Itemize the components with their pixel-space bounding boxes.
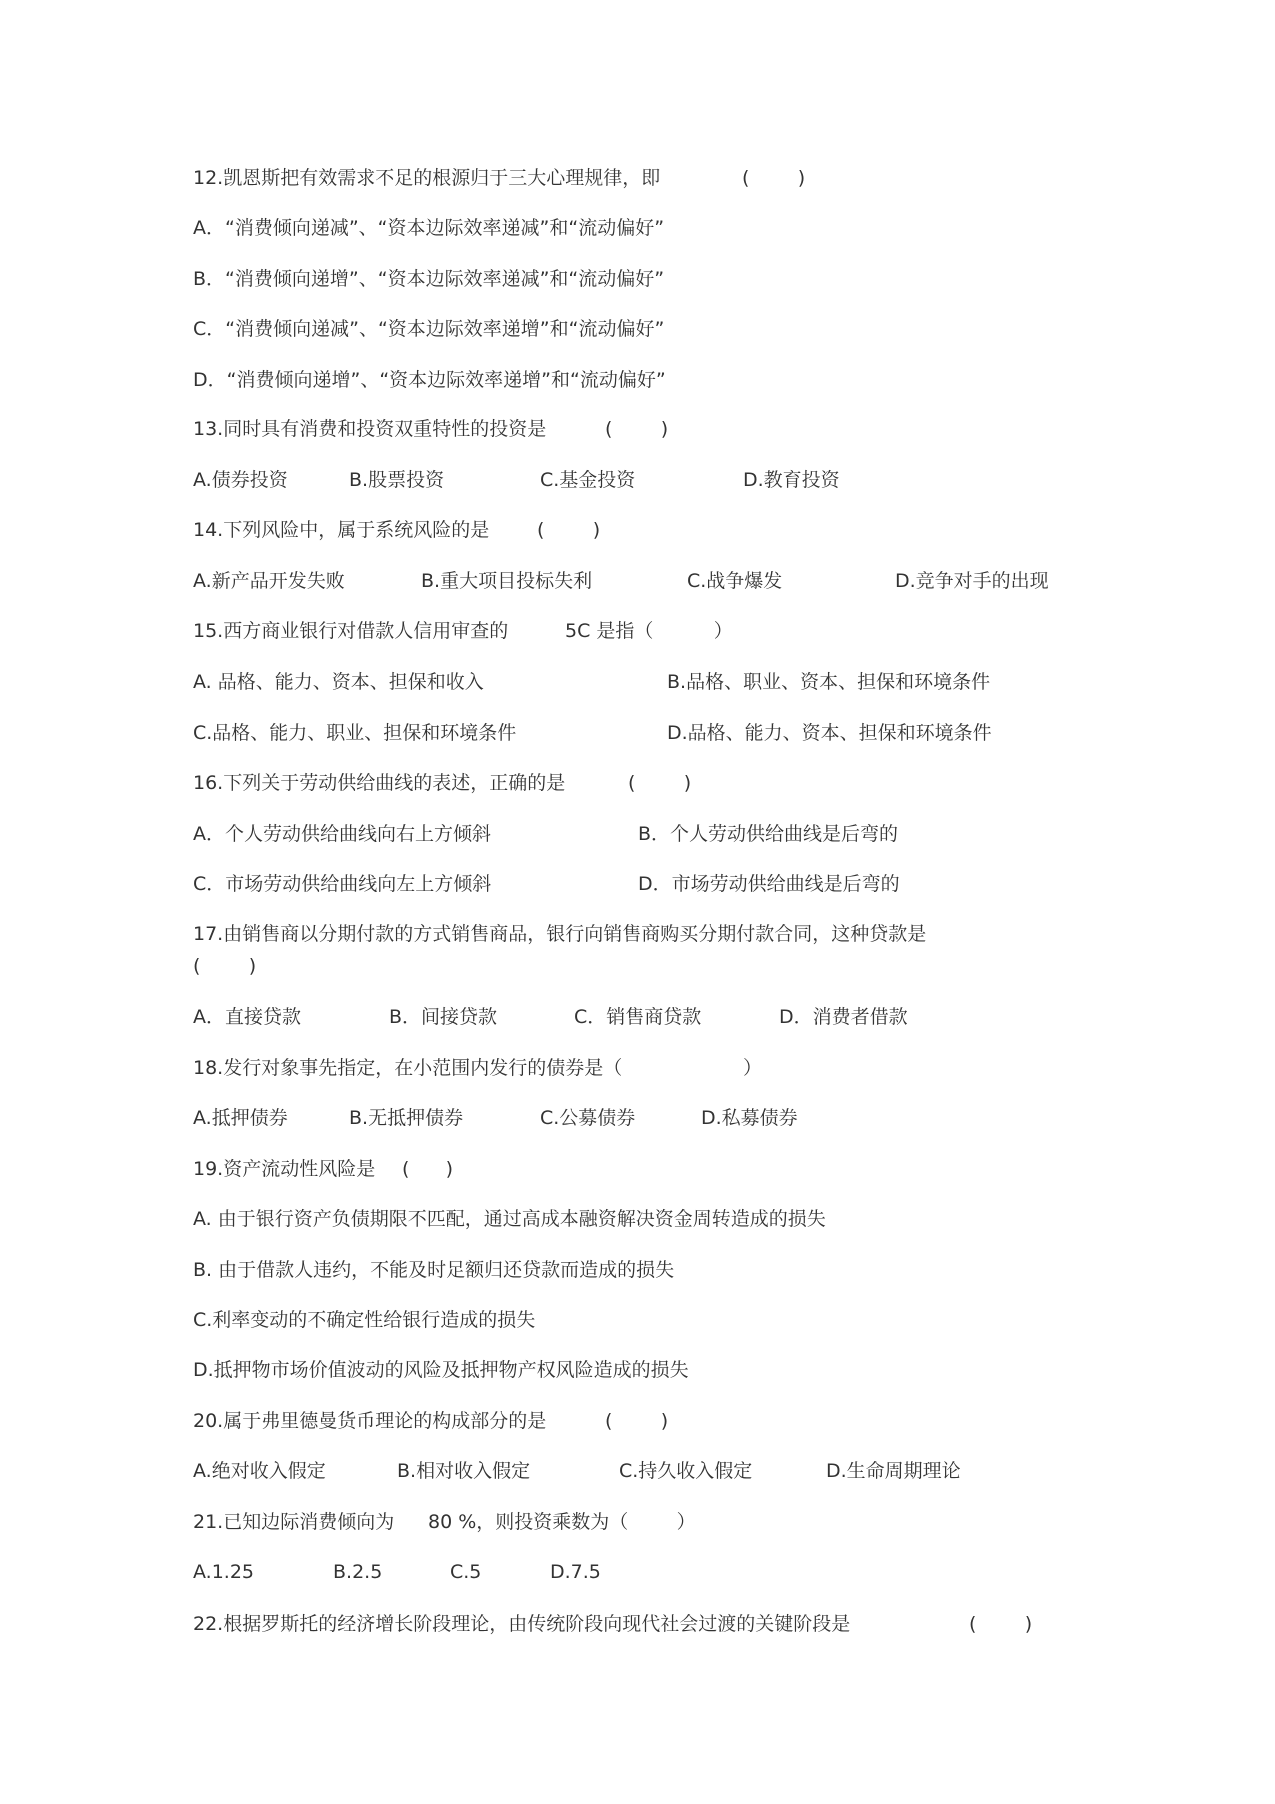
question-12-answer-blank: ( ) — [742, 167, 806, 189]
question-16-option-a: A．个人劳动供给曲线向右上方倾斜 — [193, 823, 491, 845]
question-18-option-d: D.私募债券 — [701, 1107, 798, 1129]
question-20-stem: 20.属于弗里德曼货币理论的构成部分的是 — [193, 1410, 547, 1432]
question-19-option-b: B. 由于借款人违约，不能及时足额归还贷款而造成的损失 — [193, 1259, 675, 1281]
question-19-stem: 19.资产流动性风险是 — [193, 1158, 376, 1180]
question-20-option-c: C.持久收入假定 — [619, 1460, 753, 1482]
question-14-option-c: C.战争爆发 — [687, 570, 783, 592]
question-15-option-d: D.品格、能力、资本、担保和环境条件 — [667, 722, 992, 744]
question-16-option-c: C．市场劳动供给曲线向左上方倾斜 — [193, 873, 492, 895]
question-13-stem: 13.同时具有消费和投资双重特性的投资是 — [193, 418, 547, 440]
question-14-option-b: B.重大项目投标失利 — [421, 570, 593, 592]
question-13-option-a: A.债券投资 — [193, 469, 288, 491]
question-17-answer-blank: ( ) — [193, 955, 257, 977]
question-14-answer-blank: ( ) — [537, 519, 601, 541]
question-12-option-a: A．“消费倾向递减”、“资本边际效率递减”和“流动偏好” — [193, 217, 665, 239]
question-14-stem: 14.下列风险中，属于系统风险的是 — [193, 519, 490, 541]
question-16-stem: 16.下列关于劳动供给曲线的表述，正确的是 — [193, 772, 566, 794]
question-19-option-d: D.抵押物市场价值波动的风险及抵押物产权风险造成的损失 — [193, 1359, 689, 1381]
question-16-option-d: D．市场劳动供给曲线是后弯的 — [638, 873, 900, 895]
question-17-option-c: C．销售商贷款 — [574, 1006, 702, 1028]
question-21-option-c: C.5 — [450, 1561, 482, 1583]
question-21-option-b: B.2.5 — [333, 1561, 383, 1583]
question-13-option-d: D.教育投资 — [743, 469, 840, 491]
question-12-stem: 12.凯恩斯把有效需求不足的根源归于三大心理规律，即 — [193, 167, 661, 189]
question-15-term: 5C 是指（ ） — [565, 620, 733, 642]
question-15-option-b: B.品格、职业、资本、担保和环境条件 — [667, 671, 991, 693]
question-20-answer-blank: ( ) — [605, 1410, 669, 1432]
question-15-stem: 15.西方商业银行对借款人信用审查的 — [193, 620, 509, 642]
question-17-option-a: A．直接贷款 — [193, 1006, 301, 1028]
question-12-option-b: B．“消费倾向递增”、“资本边际效率递减”和“流动偏好” — [193, 268, 665, 290]
question-15-option-a: A. 品格、能力、资本、担保和收入 — [193, 671, 484, 693]
question-20-option-d: D.生命周期理论 — [826, 1460, 961, 1482]
question-12-option-d: D．“消费倾向递增”、“资本边际效率递增”和“流动偏好” — [193, 369, 666, 391]
question-12-option-c: C．“消费倾向递减”、“资本边际效率递增”和“流动偏好” — [193, 318, 665, 340]
question-20-option-a: A.绝对收入假定 — [193, 1460, 326, 1482]
question-21-stem: 21.已知边际消费倾向为 — [193, 1511, 395, 1533]
question-19-answer-blank: ( ) — [402, 1158, 454, 1180]
question-17-option-d: D．消费者借款 — [779, 1006, 908, 1028]
question-18-option-c: C.公募债券 — [540, 1107, 636, 1129]
question-19-option-c: C.利率变动的不确定性给银行造成的损失 — [193, 1309, 536, 1331]
question-17-option-b: B．间接贷款 — [389, 1006, 498, 1028]
question-16-answer-blank: ( ) — [628, 772, 692, 794]
question-15-option-c: C.品格、能力、职业、担保和环境条件 — [193, 722, 517, 744]
question-16-option-b: B．个人劳动供给曲线是后弯的 — [638, 823, 899, 845]
question-18-option-a: A.抵押债券 — [193, 1107, 288, 1129]
question-22-stem: 22.根据罗斯托的经济增长阶段理论，由传统阶段向现代社会过渡的关键阶段是 — [193, 1613, 851, 1635]
question-21-option-a: A.1.25 — [193, 1561, 255, 1583]
question-14-option-d: D.竞争对手的出现 — [895, 570, 1049, 592]
question-14-option-a: A.新产品开发失败 — [193, 570, 345, 592]
question-20-option-b: B.相对收入假定 — [397, 1460, 531, 1482]
question-17-stem: 17.由销售商以分期付款的方式销售商品，银行向销售商购买分期付款合同，这种贷款是 — [193, 923, 927, 945]
question-19-option-a: A. 由于银行资产负债期限不匹配，通过高成本融资解决资金周转造成的损失 — [193, 1208, 826, 1230]
question-18-option-b: B.无抵押债券 — [349, 1107, 464, 1129]
question-13-option-c: C.基金投资 — [540, 469, 636, 491]
question-13-option-b: B.股票投资 — [349, 469, 445, 491]
question-18-stem: 18.发行对象事先指定，在小范围内发行的债券是（ ） — [193, 1057, 763, 1079]
question-13-answer-blank: ( ) — [605, 418, 669, 440]
question-21-option-d: D.7.5 — [550, 1561, 601, 1583]
question-21-value: 80 %，则投资乘数为（ ） — [428, 1511, 696, 1533]
question-22-answer-blank: ( ) — [969, 1613, 1033, 1635]
